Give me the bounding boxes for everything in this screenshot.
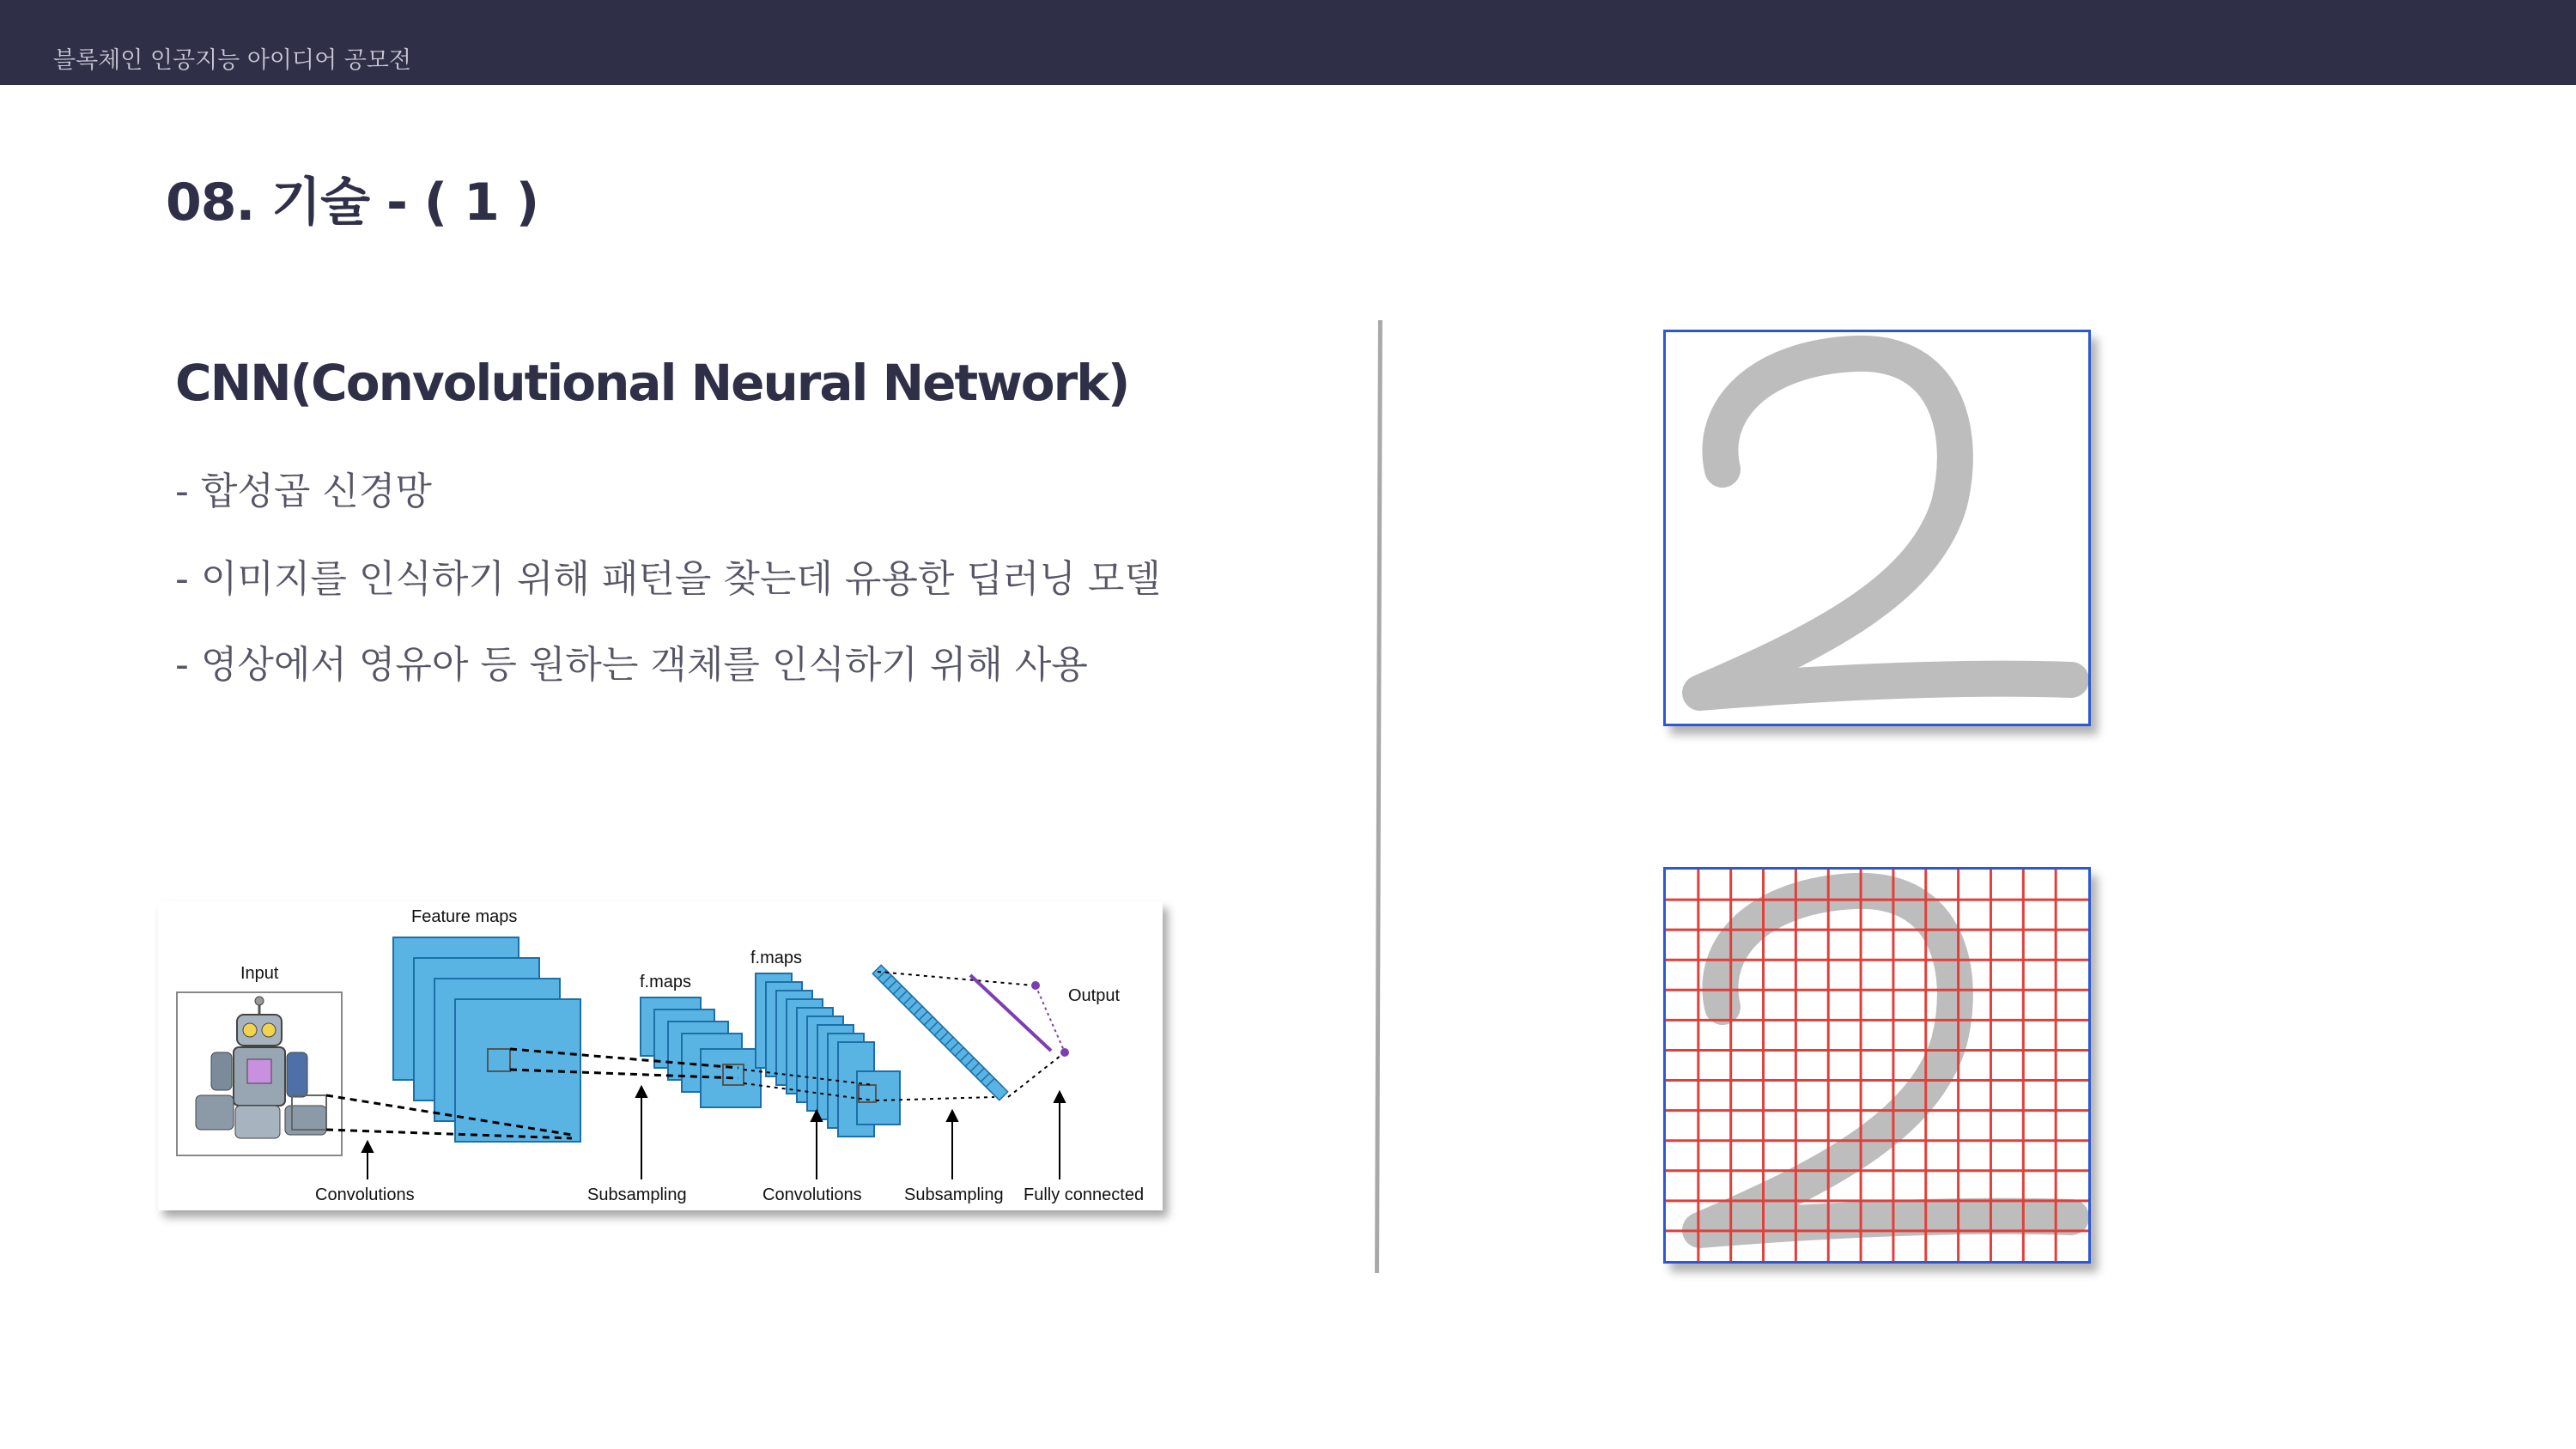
label-fmaps-2: f.maps	[750, 949, 803, 967]
bullet-item: - 이미지를 인식하기 위해 패턴을 찾는데 유용한 딥러닝 모델	[175, 557, 1161, 601]
event-title: 블록체인 인공지능 아이디어 공모전	[53, 47, 411, 74]
header-bar	[0, 0, 2576, 85]
bullet-item: - 영상에서 영유아 등 원하는 객체를 인식하기 위해 사용	[175, 643, 1088, 687]
label-subsampling-2: Subsampling	[904, 1185, 1004, 1204]
fmaps-1-stack	[641, 997, 761, 1107]
digit-image-plain	[1663, 330, 2091, 726]
digit-two-grid-drawing	[1666, 870, 2088, 1261]
vertical-divider	[1375, 320, 1382, 1273]
label-input: Input	[240, 964, 279, 983]
cnn-diagram	[158, 901, 1163, 1210]
label-output: Output	[1068, 986, 1121, 1005]
label-convolutions-2: Convolutions	[762, 1185, 862, 1204]
label-convolutions-1: Convolutions	[315, 1185, 415, 1204]
cnn-diagram-svg	[158, 901, 1163, 1210]
fmaps-2-stack	[756, 973, 900, 1137]
label-fully-connected: Fully connected	[1024, 1185, 1145, 1204]
label-subsampling-1: Subsampling	[587, 1185, 687, 1204]
section-heading: CNN(Convolutional Neural Network)	[175, 354, 1129, 412]
digit-image-grid	[1663, 867, 2091, 1264]
page-title: 08. 기술 - ( 1 )	[166, 173, 539, 233]
bullet-item: - 합성곱 신경망	[175, 470, 432, 513]
label-fmaps-1: f.maps	[640, 973, 692, 991]
digit-two-drawing	[1666, 332, 2088, 724]
label-feature-maps: Feature maps	[411, 907, 518, 926]
